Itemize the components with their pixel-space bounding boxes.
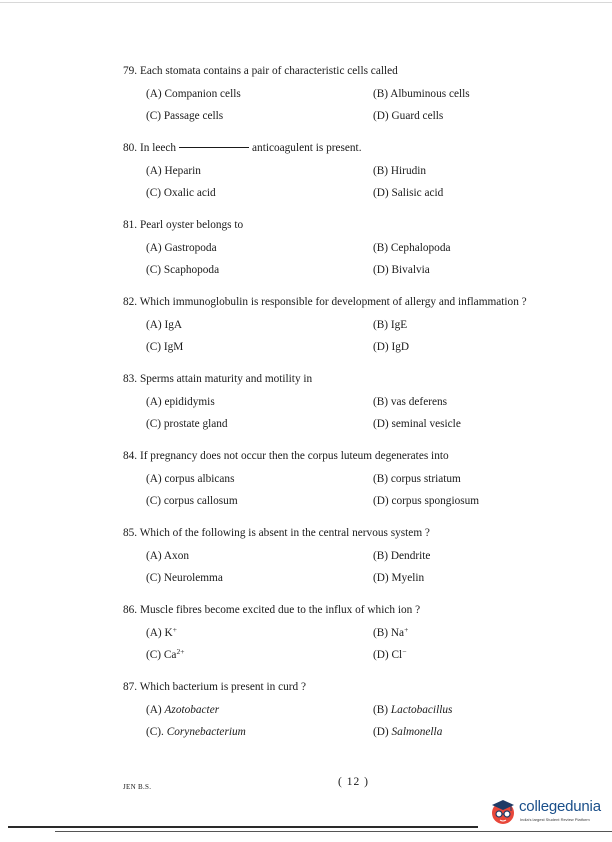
question-stem xyxy=(123,141,563,155)
question-number: 85. xyxy=(123,527,138,539)
question-text: Which immunoglobulin is responsible for development of allergy and inflammation ? xyxy=(139,296,527,308)
question-84 xyxy=(123,449,563,507)
question-87 xyxy=(123,680,563,738)
question-85 xyxy=(123,526,563,584)
option-d: (D) seminal vesicle xyxy=(373,418,461,430)
option-c xyxy=(146,648,184,662)
student-mascot-icon xyxy=(489,796,517,826)
question-text: Sperms attain maturity and motility in xyxy=(139,373,313,385)
question-stem xyxy=(123,372,563,386)
question-text: Which bacterium is present in curd ? xyxy=(139,681,307,693)
option-label: (D) xyxy=(373,649,392,661)
question-stem xyxy=(123,449,563,463)
question-stem xyxy=(123,295,563,309)
option-label: (C). xyxy=(146,726,167,738)
option-b: (B) Albuminous cells xyxy=(373,88,470,100)
ion-symbol: Na xyxy=(390,627,405,639)
question-number: 86. xyxy=(123,604,138,616)
fill-in-blank xyxy=(179,147,249,148)
option-b: (B) Hirudin xyxy=(373,165,427,177)
option-b: (B) IgE xyxy=(373,319,408,331)
brand-name: collegedunia xyxy=(519,798,601,815)
question-text: Pearl oyster belongs to xyxy=(139,219,244,231)
option-b: (B) corpus striatum xyxy=(373,473,461,485)
option-a: (A) corpus albicans xyxy=(146,473,235,485)
question-stem xyxy=(123,680,563,694)
question-stem xyxy=(123,526,563,540)
option-a xyxy=(146,626,177,640)
option-c: (C) corpus callosum xyxy=(146,495,238,507)
option-a: (A) IgA xyxy=(146,319,183,331)
option-d: (D) Salisic acid xyxy=(373,187,444,199)
option-b: (B) Cephalopoda xyxy=(373,242,451,254)
option-label: (A) xyxy=(146,704,165,716)
question-text: In leech xyxy=(139,142,177,154)
option-b: (B) vas deferens xyxy=(373,396,448,408)
top-rule xyxy=(0,2,612,3)
option-a xyxy=(146,703,219,717)
option-d: (D) Guard cells xyxy=(373,110,444,122)
option-label: (B) xyxy=(373,704,391,716)
ion-charge: + xyxy=(404,625,409,634)
organism-name: Lactobacillus xyxy=(390,704,453,716)
ion-symbol: K xyxy=(164,627,173,639)
page-number: ( 12 ) xyxy=(338,776,369,788)
option-d xyxy=(373,725,442,739)
ion-symbol: Cl xyxy=(391,649,403,661)
bottom-rule-secondary xyxy=(55,831,612,832)
question-number: 81. xyxy=(123,219,138,231)
option-label: (A) xyxy=(146,627,165,639)
option-d: (D) Bivalvia xyxy=(373,264,430,276)
ion-symbol: Ca xyxy=(163,649,177,661)
question-text: Muscle fibres become excited due to the influx of which ion ? xyxy=(139,604,421,616)
ion-charge: 2+ xyxy=(176,647,185,656)
question-81 xyxy=(123,218,563,276)
question-stem xyxy=(123,218,563,232)
question-text-end: anticoagulent is present. xyxy=(252,142,362,154)
question-79 xyxy=(123,64,563,122)
question-80 xyxy=(123,141,563,199)
organism-name: Azotobacter xyxy=(164,704,220,716)
option-label: (D) xyxy=(373,726,392,738)
option-label: (C) xyxy=(146,649,164,661)
option-label: (B) xyxy=(373,627,391,639)
option-c: (C) Oxalic acid xyxy=(146,187,216,199)
option-b: (B) Dendrite xyxy=(373,550,431,562)
question-number: 82. xyxy=(123,296,138,308)
question-text: Each stomata contains a pair of characteristic cells called xyxy=(139,65,398,77)
organism-name: Corynebacterium xyxy=(166,726,246,738)
ion-charge: + xyxy=(172,625,177,634)
option-b xyxy=(373,703,452,717)
question-86 xyxy=(123,603,563,661)
option-c: (C) Passage cells xyxy=(146,110,224,122)
option-c: (C) IgM xyxy=(146,341,184,353)
question-number: 79. xyxy=(123,65,138,77)
question-stem xyxy=(123,603,563,617)
ion-charge: − xyxy=(402,647,407,656)
question-number: 80. xyxy=(123,142,138,154)
option-a: (A) Gastropoda xyxy=(146,242,217,254)
option-c: (C) prostate gland xyxy=(146,418,228,430)
organism-name: Salmonella xyxy=(391,726,443,738)
option-d xyxy=(373,648,406,662)
option-b xyxy=(373,626,408,640)
option-c xyxy=(146,725,246,739)
brand-tagline: India's largest Student Review Platform xyxy=(520,817,590,822)
bottom-rule xyxy=(8,826,478,828)
option-d: (D) corpus spongiosum xyxy=(373,495,480,507)
option-c: (C) Scaphopoda xyxy=(146,264,220,276)
question-text: Which of the following is absent in the central nervous system ? xyxy=(139,527,430,539)
question-text: If pregnancy does not occur then the corpus luteum degenerates into xyxy=(139,450,449,462)
question-stem xyxy=(123,64,563,78)
option-a: (A) epididymis xyxy=(146,396,215,408)
collegedunia-watermark xyxy=(489,796,607,830)
question-83 xyxy=(123,372,563,430)
option-a: (A) Axon xyxy=(146,550,189,562)
booklet-code: JEN B.S. xyxy=(123,783,152,791)
question-number: 83. xyxy=(123,373,138,385)
option-a: (A) Heparin xyxy=(146,165,201,177)
option-d: (D) Myelin xyxy=(373,572,425,584)
question-number: 84. xyxy=(123,450,138,462)
question-number: 87. xyxy=(123,681,138,693)
question-82 xyxy=(123,295,563,353)
option-a: (A) Companion cells xyxy=(146,88,241,100)
option-c: (C) Neurolemma xyxy=(146,572,223,584)
option-d: (D) IgD xyxy=(373,341,410,353)
